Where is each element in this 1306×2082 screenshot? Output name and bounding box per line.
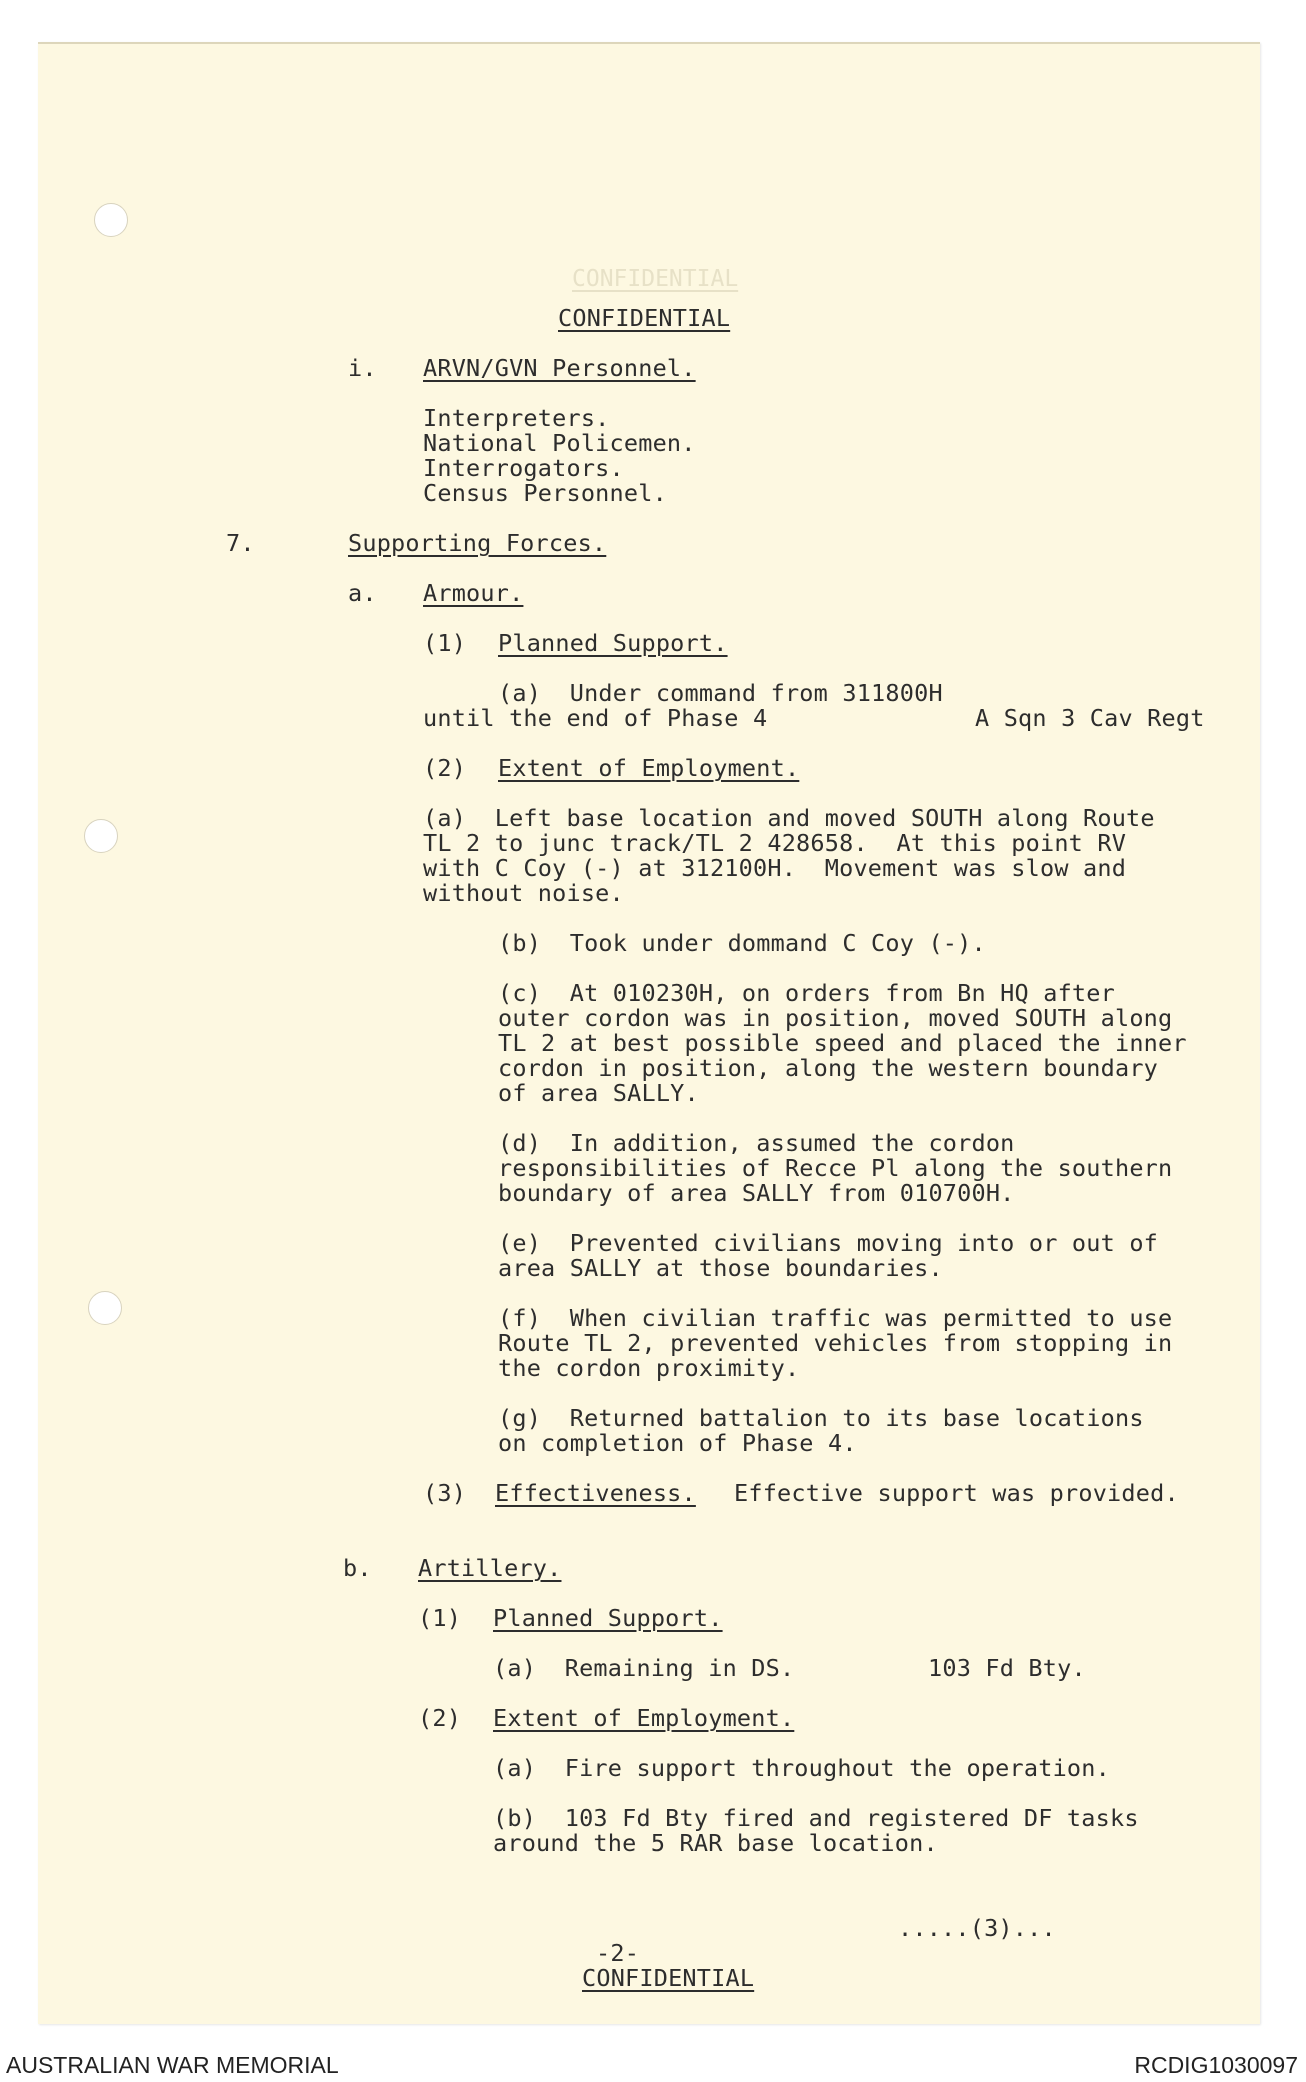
artillery-extent-b-line: around the 5 RAR base location. bbox=[493, 1829, 938, 1857]
extent-d-line: responsibilities of Recce Pl along the southern bbox=[498, 1154, 1173, 1182]
artillery-number: b. bbox=[343, 1554, 372, 1582]
armour-number: a. bbox=[348, 579, 377, 607]
extent-c-line: TL 2 at best possible speed and placed the inner bbox=[498, 1029, 1187, 1057]
armour-extent-number: (2) bbox=[423, 754, 467, 782]
section-7-title: Supporting Forces. bbox=[348, 529, 607, 557]
page-number: -2- bbox=[596, 1939, 640, 1967]
extent-a-line: (a) Left base location and moved SOUTH along Route bbox=[423, 804, 1155, 832]
armour-planned-title: Planned Support. bbox=[498, 629, 728, 657]
armour-planned-number: (1) bbox=[423, 629, 467, 657]
artillery-extent-a: (a) Fire support throughout the operation. bbox=[493, 1754, 1110, 1782]
extent-a-line: with C Coy (-) at 312100H. Movement was slow and bbox=[423, 854, 1127, 882]
extent-d-line: (d) In addition, assumed the cordon bbox=[498, 1129, 1015, 1157]
extent-c-line: cordon in position, along the western boundary bbox=[498, 1054, 1159, 1082]
punch-hole bbox=[84, 819, 118, 853]
archive-reference: RCDIG1030097 bbox=[1134, 2052, 1298, 2078]
section-7-number: 7. bbox=[226, 529, 255, 557]
section-i-number: i. bbox=[348, 354, 377, 382]
extent-f-line: (f) When civilian traffic was permitted to use bbox=[498, 1304, 1173, 1332]
extent-a-line: without noise. bbox=[423, 879, 624, 907]
extent-c-line: of area SALLY. bbox=[498, 1079, 699, 1107]
extent-f-line: Route TL 2, prevented vehicles from stopping in bbox=[498, 1329, 1173, 1357]
extent-e-line: area SALLY at those boundaries. bbox=[498, 1254, 943, 1282]
extent-c-line: (c) At 010230H, on orders from Bn HQ after bbox=[498, 979, 1115, 1007]
continuation-marker: .....(3)... bbox=[898, 1914, 1056, 1942]
personnel-item: Census Personnel. bbox=[423, 479, 667, 507]
artillery-planned-title: Planned Support. bbox=[493, 1604, 723, 1632]
extent-g-line: on completion of Phase 4. bbox=[498, 1429, 857, 1457]
extent-a-line: TL 2 to junc track/TL 2 428658. At this point RV bbox=[423, 829, 1127, 857]
artillery-planned-unit: 103 Fd Bty. bbox=[928, 1654, 1086, 1682]
personnel-item: Interrogators. bbox=[423, 454, 624, 482]
armour-planned-a: (a) Under command from 311800H bbox=[498, 679, 943, 707]
section-i-title: ARVN/GVN Personnel. bbox=[423, 354, 696, 382]
footer-classification: CONFIDENTIAL bbox=[582, 1964, 755, 1992]
archive-credit: AUSTRALIAN WAR MEMORIAL bbox=[6, 2052, 339, 2078]
personnel-item: Interpreters. bbox=[423, 404, 610, 432]
armour-effectiveness-text: Effective support was provided. bbox=[734, 1479, 1179, 1507]
punch-hole bbox=[94, 203, 128, 237]
artillery-planned-a: (a) Remaining in DS. bbox=[493, 1654, 795, 1682]
armour-extent-title: Extent of Employment. bbox=[498, 754, 800, 782]
punch-hole bbox=[88, 1291, 122, 1325]
extent-c-line: outer cordon was in position, moved SOUTH along bbox=[498, 1004, 1173, 1032]
show-through-text: CONFIDENTIAL bbox=[572, 266, 739, 292]
extent-f-line: the cordon proximity. bbox=[498, 1354, 800, 1382]
artillery-planned-number: (1) bbox=[418, 1604, 462, 1632]
extent-d-line: boundary of area SALLY from 010700H. bbox=[498, 1179, 1015, 1207]
armour-title: Armour. bbox=[423, 579, 524, 607]
armour-planned-unit: A Sqn 3 Cav Regt bbox=[975, 704, 1205, 732]
extent-g-line: (g) Returned battalion to its base locations bbox=[498, 1404, 1144, 1432]
artillery-extent-title: Extent of Employment. bbox=[493, 1704, 795, 1732]
document-page bbox=[38, 42, 1260, 2024]
extent-b-line: (b) Took under dommand C Coy (-). bbox=[498, 929, 986, 957]
extent-e-line: (e) Prevented civilians moving into or out of bbox=[498, 1229, 1159, 1257]
armour-planned-a-cont: until the end of Phase 4 bbox=[423, 704, 768, 732]
artillery-extent-number: (2) bbox=[418, 1704, 462, 1732]
armour-effectiveness-title: Effectiveness. bbox=[495, 1479, 696, 1507]
header-classification: CONFIDENTIAL bbox=[558, 304, 731, 332]
personnel-item: National Policemen. bbox=[423, 429, 696, 457]
artillery-extent-b-line: (b) 103 Fd Bty fired and registered DF tasks bbox=[493, 1804, 1139, 1832]
artillery-title: Artillery. bbox=[418, 1554, 562, 1582]
armour-effectiveness-number: (3) bbox=[423, 1479, 467, 1507]
